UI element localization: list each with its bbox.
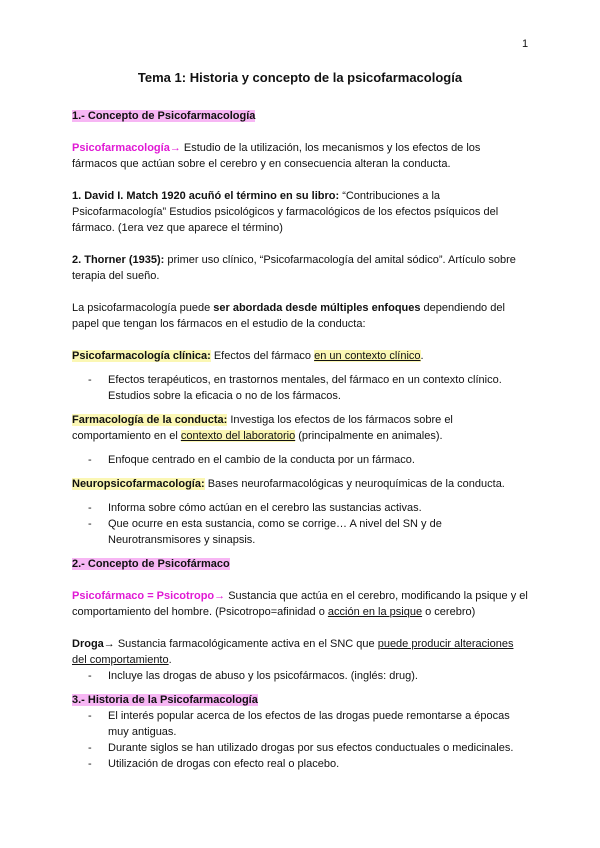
list-item: - Que ocurre en esta sustancia, como se corrige… A nivel del SN y de Neurotransmisores y sinapsis. xyxy=(72,516,528,548)
definition-psicofarmacologia: Psicofarmacología→ Estudio de la utilización, los mecanismos y los efectos de los fármacos que actúan sobre el cerebro y en consecuencia alteran la conducta. xyxy=(72,142,481,170)
arrow-icon: → xyxy=(103,638,115,650)
page-number: 1 xyxy=(522,38,529,50)
list-item: - Durante siglos se han utilizado drogas por sus efectos conductuales o medicinales. xyxy=(72,740,528,756)
list-item: - Informa sobre cómo actúan en el cerebro las sustancias activas. xyxy=(72,500,528,516)
definition-psicofarmaco: Psicofármaco = Psicotropo→ Sustancia que actúa en el cerebro, modificando la psique y el comportamiento del hombre. (Psicotropo=afinidad o acción en la psique o cerebro) xyxy=(72,590,528,618)
neuro-definition: Neuropsicofarmacología: Bases neurofarmacológicas y neuroquímicas de la conducta. xyxy=(72,478,505,490)
droga-bullets xyxy=(72,668,528,684)
definition-droga: Droga→ Sustancia farmacológicamente activa en el SNC que puede producir alteraciones del comportamiento. xyxy=(72,638,514,666)
clinical-bullets xyxy=(72,372,528,404)
approaches-paragraph: La psicofarmacología puede ser abordada desde múltiples enfoques dependiendo del papel que tengan los fármacos en el estudio de la conducta: xyxy=(72,302,505,330)
neuro-bullets xyxy=(72,500,528,548)
list-item: - El interés popular acerca de los efectos de las drogas puede remontarse a épocas muy antiguas. xyxy=(72,708,528,740)
list-item: - Efectos terapéuticos, en trastornos mentales, del fármaco en un contexto clínico. Estudios sobre la eficacia o no de los fármacos. xyxy=(72,372,528,404)
list-item: - Utilización de drogas con efecto real o placebo. xyxy=(72,756,528,772)
section-1-heading: 1.- Concepto de Psicofarmacología xyxy=(72,110,256,122)
arrow-icon: → xyxy=(169,142,181,154)
behavior-bullets xyxy=(72,452,528,468)
history-bullets xyxy=(72,708,528,772)
section-3-heading: 3.- Historia de la Psicofarmacología xyxy=(72,694,258,706)
behavior-definition: Farmacología de la conducta: Investiga los efectos de los fármacos sobre el comportamiento en el contexto del laboratorio (principalmente en animales). xyxy=(72,414,453,442)
history-item-match: 1. David I. Match 1920 acuñó el término en su libro: “Contribuciones a la Psicofarmacología” Estudios psicológicos y farmacológicos de los efectos psíquicos del fármaco. (1era vez que aparece el término) xyxy=(72,190,499,234)
history-item-thorner: 2. Thorner (1935): primer uso clínico, “Psicofarmacología del amital sódico”. Artículo sobre terapia del sueño. xyxy=(72,254,516,282)
list-item: - Incluye las drogas de abuso y los psicofármacos. (inglés: drug). xyxy=(72,668,528,684)
page-title: Tema 1: Historia y concepto de la psicofarmacología xyxy=(137,70,463,85)
section-2-heading: 2.- Concepto de Psicofármaco xyxy=(72,558,230,570)
clinical-definition: Psicofarmacología clínica: Efectos del fármaco en un contexto clínico. xyxy=(72,350,424,362)
list-item: - Enfoque centrado en el cambio de la conducta por un fármaco. xyxy=(72,452,528,468)
arrow-icon: → xyxy=(214,590,226,602)
term-psicofarmacologia: Psicofarmacología xyxy=(72,142,170,154)
document-body xyxy=(72,70,528,772)
